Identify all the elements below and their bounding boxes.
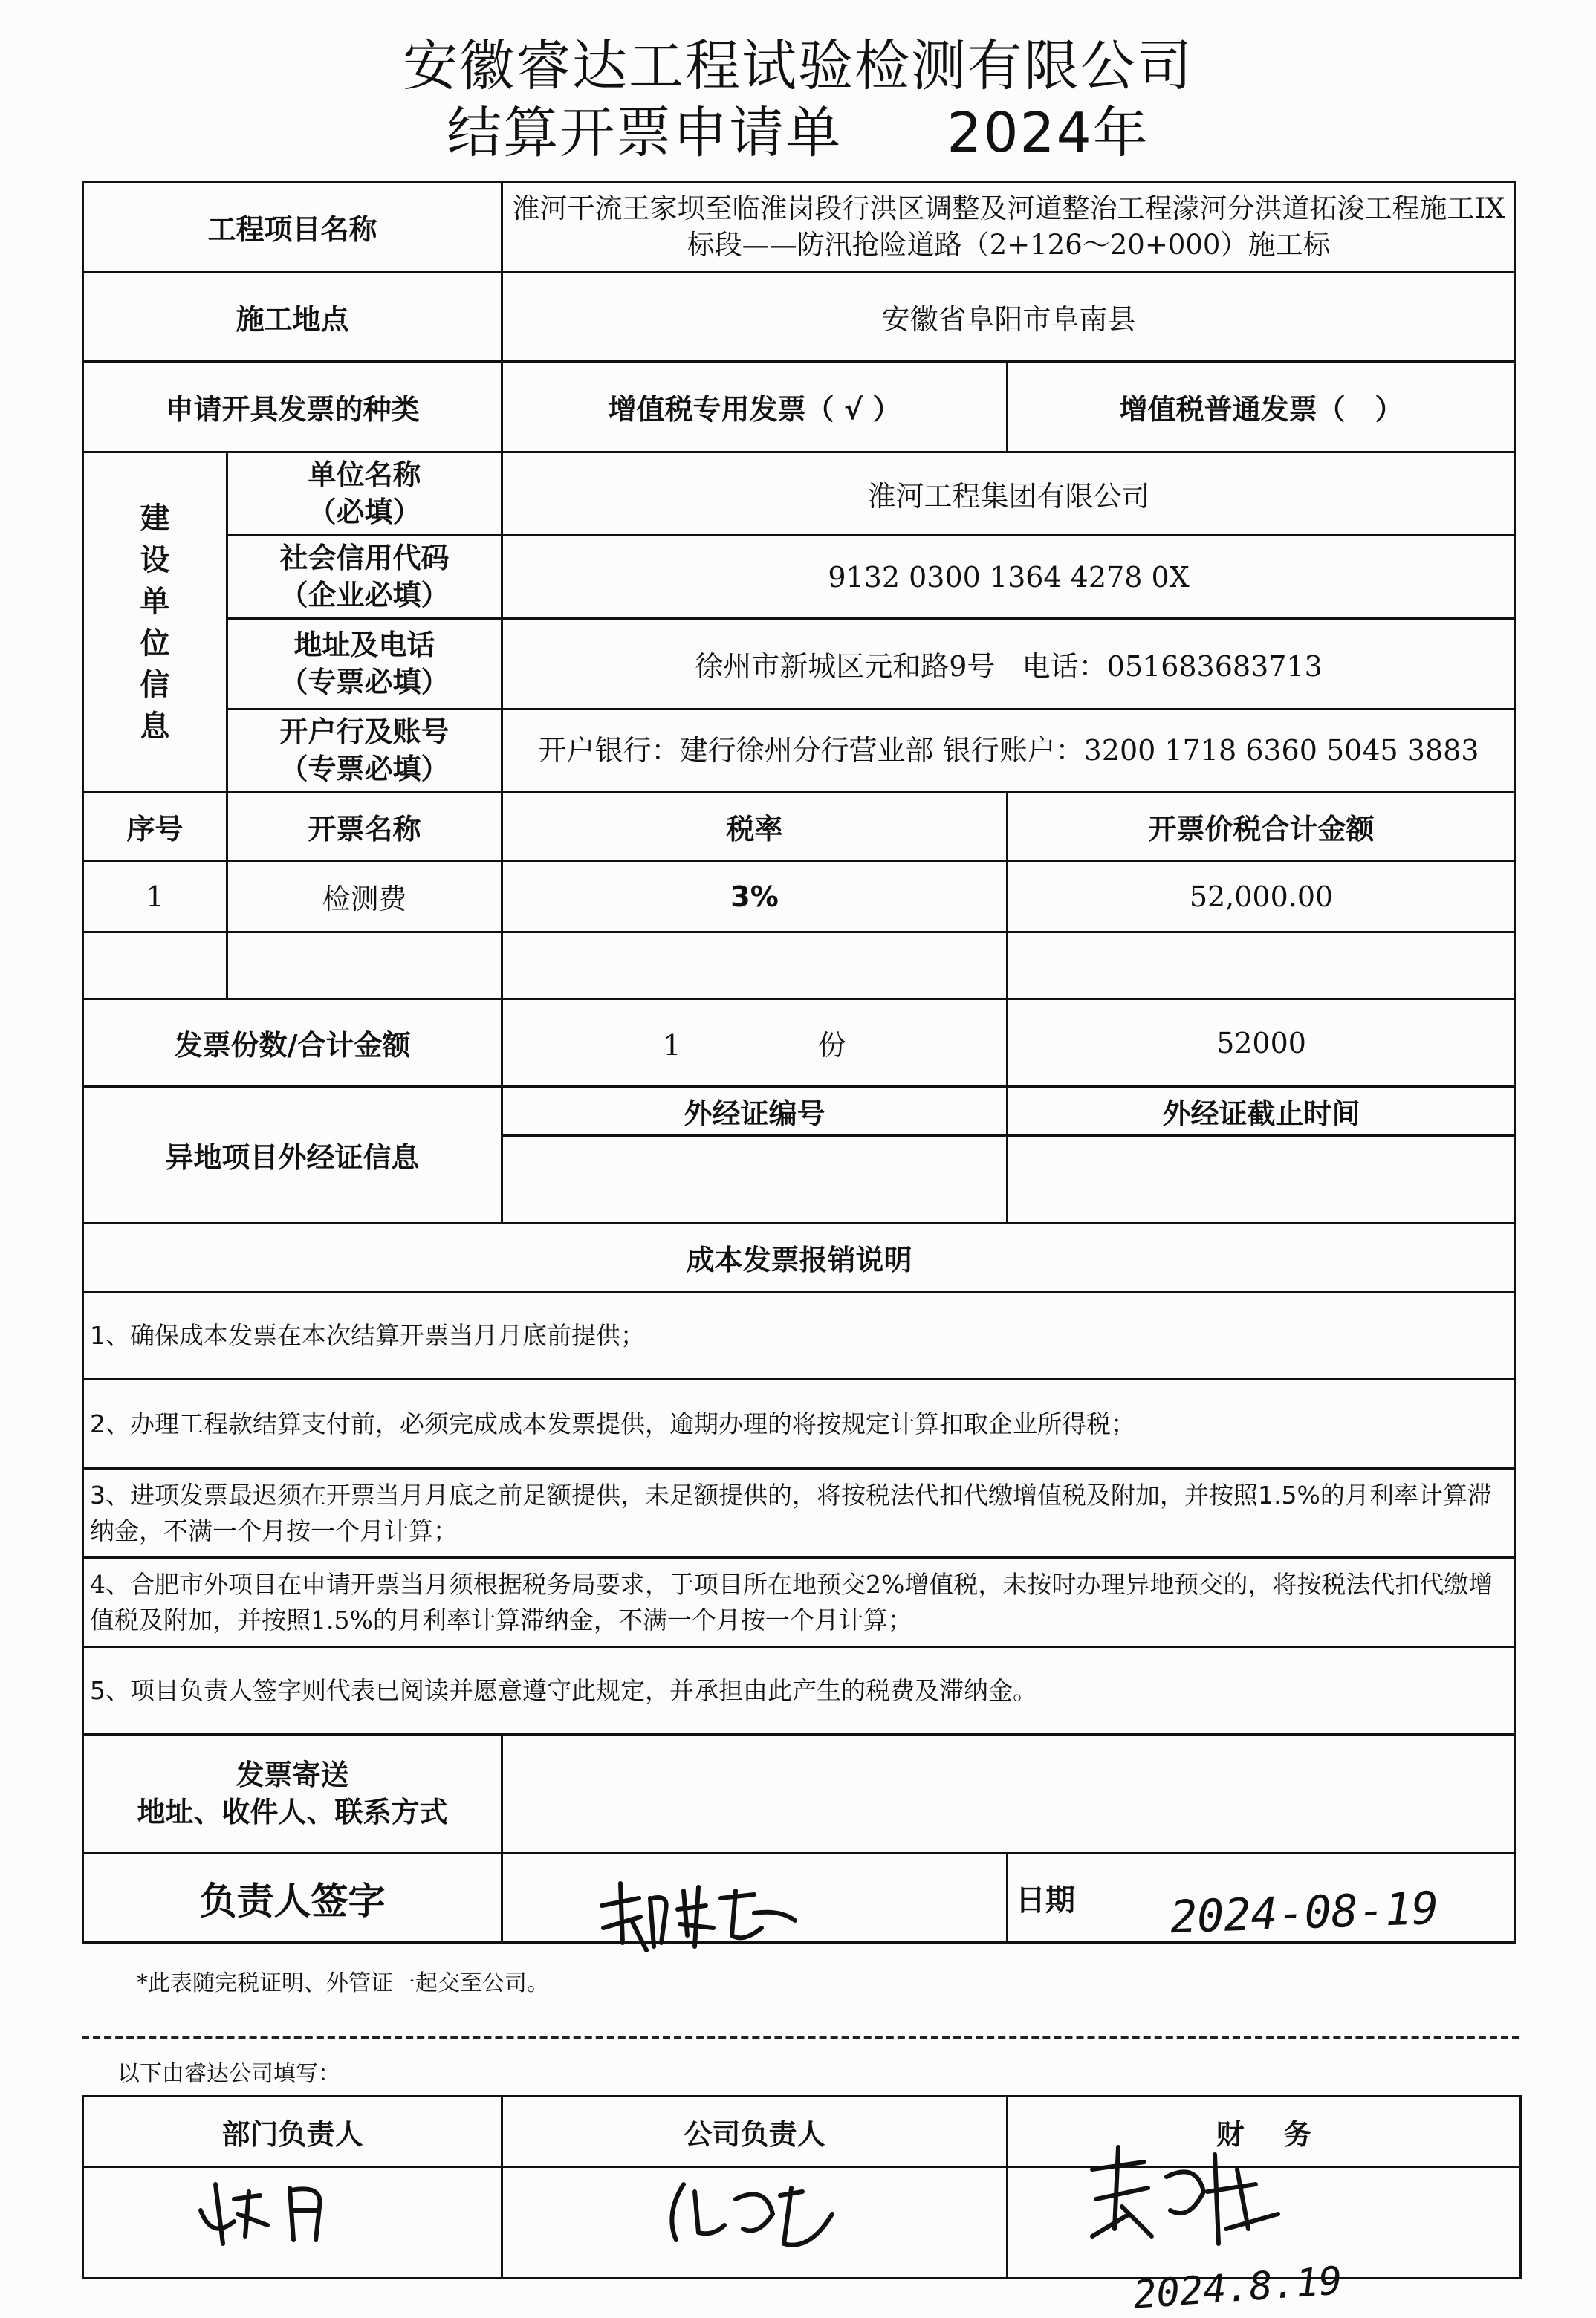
unit-name-label: 单位名称 [308,458,421,492]
dept-head-label: 部门负责人 [83,2097,502,2167]
item-name: 检测费 [227,861,502,932]
form-title-text: 结算开票申请单 [447,101,843,165]
company-head-signature [654,2169,847,2259]
external-no-label: 外经证编号 [502,1087,1008,1136]
table-row [83,932,1516,999]
address-label: 地址及电话 [293,629,435,662]
finance-date: 2024.8.19 [1132,2259,1344,2318]
item-amount: 52,000.00 [1008,861,1516,932]
sign-label: 负责人签字 [83,1854,502,1943]
cost-note: 3、进项发票最迟须在开票当月月底之前足额提供，未足额提供的，将按税法代扣代缴增值税及附加，并按照1.5%的月利率计算滞纳金，不满一个月按一个月计算； [83,1469,1516,1558]
table-row [83,861,1516,932]
site-label: 施工地点 [83,273,502,362]
settlement-form-table [82,181,1516,1944]
bank-label: 开户行及账号 [279,715,450,749]
company-head-label: 公司负责人 [502,2097,1008,2167]
bank-note: （专票必填） [279,752,450,785]
item-rate [502,932,1008,999]
external-label: 异地项目外经证信息 [83,1087,502,1224]
mailing-label [83,1735,502,1854]
mailing-label-line1: 发票寄送 [236,1759,349,1792]
mailing-value [502,1735,1516,1854]
item-amount [1008,932,1516,999]
credit-code-note: （企业必填） [279,578,450,611]
company-title: 安徽睿达工程试验检测有限公司 [403,34,1193,98]
mailing-label-line2: 地址、收件人、联系方式 [137,1795,448,1828]
col-header-no: 序号 [83,793,227,861]
site-value: 安徽省阜阳市阜南县 [502,273,1516,362]
invoice-type-label: 申请开具发票的种类 [83,362,502,452]
project-name-label: 工程项目名称 [83,182,502,273]
builder-group-label [83,452,227,793]
project-name-value: 淮河干流王家坝至临淮岗段行洪区调整及河道整治工程濛河分洪道拓浚工程施工IX标段——防汛抢险道路（2+126～20+000）施工标 [502,182,1516,273]
dept-head-signature [193,2169,357,2251]
builder-row-label [227,536,502,619]
invoice-type-special: 增值税专用发票（ √ ） [502,362,1008,452]
item-no: 1 [83,861,227,932]
address-value: 徐州市新城区元和路9号 电话：051683683713 [502,619,1516,710]
builder-row-label [227,619,502,710]
item-name [227,932,502,999]
invoice-type-ordinary: 增值税普通发票（ ） [1008,362,1516,452]
internal-caption: 以下由睿达公司填写： [117,2061,340,2087]
responsible-signature [594,1876,817,1958]
totals-count-cell [502,999,1008,1087]
footnote: *此表随完税证明、外管证一起交至公司。 [137,1970,549,1996]
cost-note: 2、办理工程款结算支付前，必须完成成本发票提供，逾期办理的将按规定计算扣取企业所得税； [83,1380,1516,1469]
builder-group-label-text: 建设单位信息 [140,501,170,744]
finance-label: 财 务 [1008,2097,1521,2167]
sign-date-label: 日期 [1016,1883,1076,1918]
cost-title: 成本发票报销说明 [83,1224,1516,1292]
totals-unit: 份 [817,1029,846,1062]
form-title [0,101,1596,165]
unit-name-note: （必填） [308,495,421,528]
totals-count: 1 [663,1029,681,1062]
credit-code-value: 9132 0300 1364 4278 0X [502,536,1516,619]
col-header-name: 开票名称 [227,793,502,861]
col-header-amount: 开票价税合计金额 [1008,793,1516,861]
totals-amount: 52000 [1008,999,1516,1087]
item-rate: 3% [502,861,1008,932]
unit-name-value: 淮河工程集团有限公司 [502,452,1516,536]
finance-signature [1077,2140,1315,2259]
form-year: 2024年 [947,101,1149,165]
cost-note: 4、合肥市外项目在申请开票当月须根据税务局要求，于项目所在地预交2%增值税，未按时办理异地预交的，将按税法代扣代缴增值税及附加，并按照1.5%的月利率计算滞纳金，不满一个月按一个月计算； [83,1558,1516,1647]
dashed-divider [82,2036,1519,2039]
external-no-value [502,1136,1008,1224]
cost-note: 1、确保成本发票在本次结算开票当月月底前提供； [83,1292,1516,1380]
external-deadline-value [1008,1136,1516,1224]
cost-note: 5、项目负责人签字则代表已阅读并愿意遵守此规定，并承担由此产生的税费及滞纳金。 [83,1647,1516,1735]
sign-date-value: 2024-08-19 [1169,1882,1440,1944]
col-header-rate: 税率 [502,793,1008,861]
address-note: （专票必填） [279,665,450,698]
item-no [83,932,227,999]
bank-value: 开户银行：建行徐州分行营业部 银行账户：3200 1718 6360 5045 3883 [502,710,1516,793]
builder-row-label [227,710,502,793]
builder-row-label [227,452,502,536]
credit-code-label: 社会信用代码 [279,542,450,575]
totals-label: 发票份数/合计金额 [83,999,502,1087]
external-deadline-label: 外经证截止时间 [1008,1087,1516,1136]
